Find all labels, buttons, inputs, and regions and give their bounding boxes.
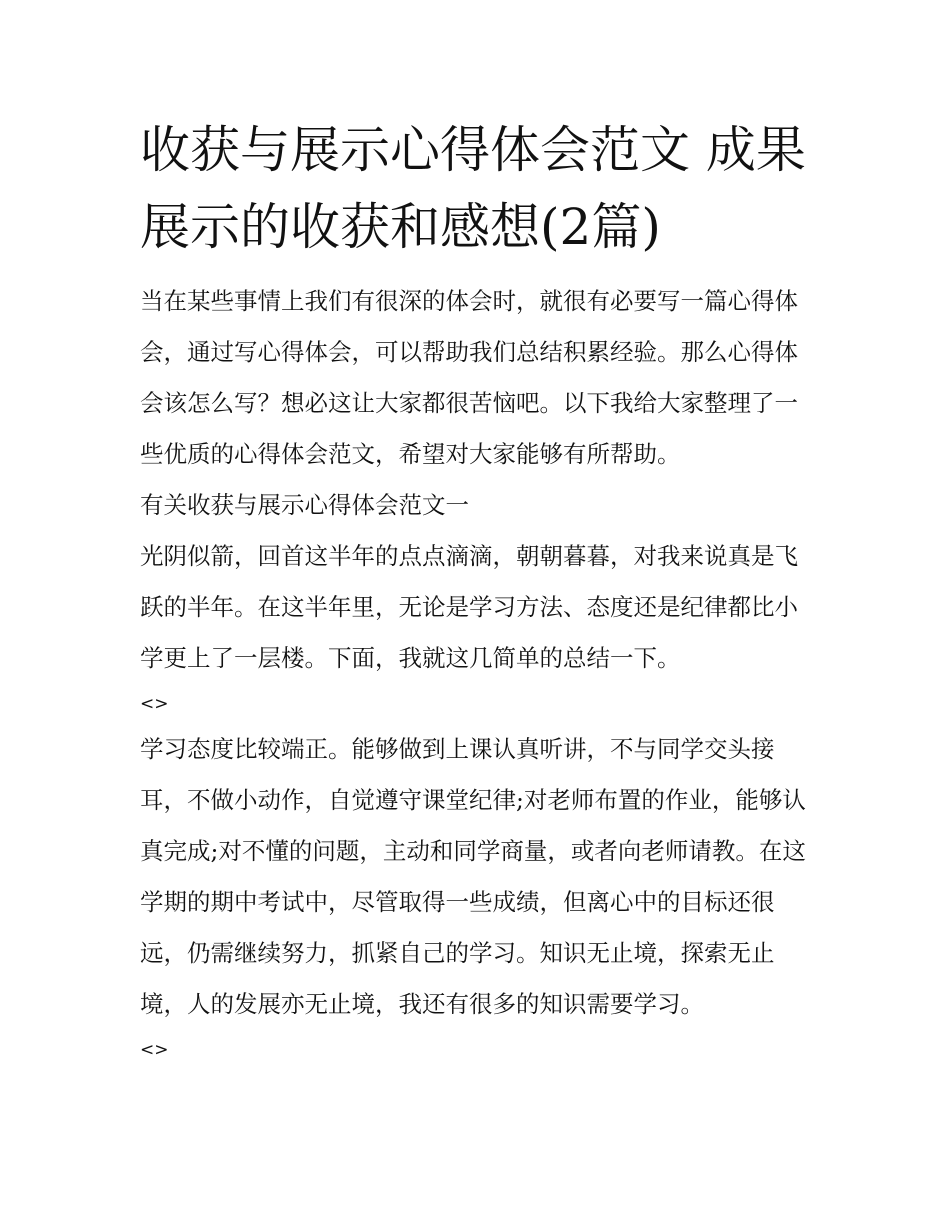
body-paragraph: 光阴似箭，回首这半年的点点滴滴，朝朝暮暮，对我来说真是飞跃的半年。在这半年里，无论是学习方法、态度还是纪律都比小学更上了一层楼。下面，我就这几简单的总结一下。 [140,542,798,672]
body-paragraph: 学习态度比较端正。能够做到上课认真听讲，不与同学交头接耳，不做小动作，自觉遵守课堂纪律;对老师布置的作业，能够认真完成;对不懂的问题，主动和同学商量，或者向老师请教。在这学期的期中考试中，尽管取得一些成绩，但离心中的目标还很远，仍需继续努力，抓紧自己的学习。知识无止境，探索无止境，人的发展亦无止境，我还有很多的知识需要学习。 [140,735,806,1018]
intro-paragraph: 当在某些事情上我们有很深的体会时，就很有必要写一篇心得体会，通过写心得体会，可以帮助我们总结积累经验。那么心得体会该怎么写？想必这让大家都很苦恼吧。以下我给大家整理了一些优质的心得体会范文，希望对大家能够有所帮助。 [140,287,798,468]
document-title: 收获与展示心得体会范文 成果展示的收获和感想(2篇) [140,121,806,256]
section-marker: <> [140,694,169,714]
document-body [140,276,820,1070]
section-marker: <> [140,1040,169,1060]
section-heading: 有关收获与展示心得体会范文一 [140,491,469,519]
